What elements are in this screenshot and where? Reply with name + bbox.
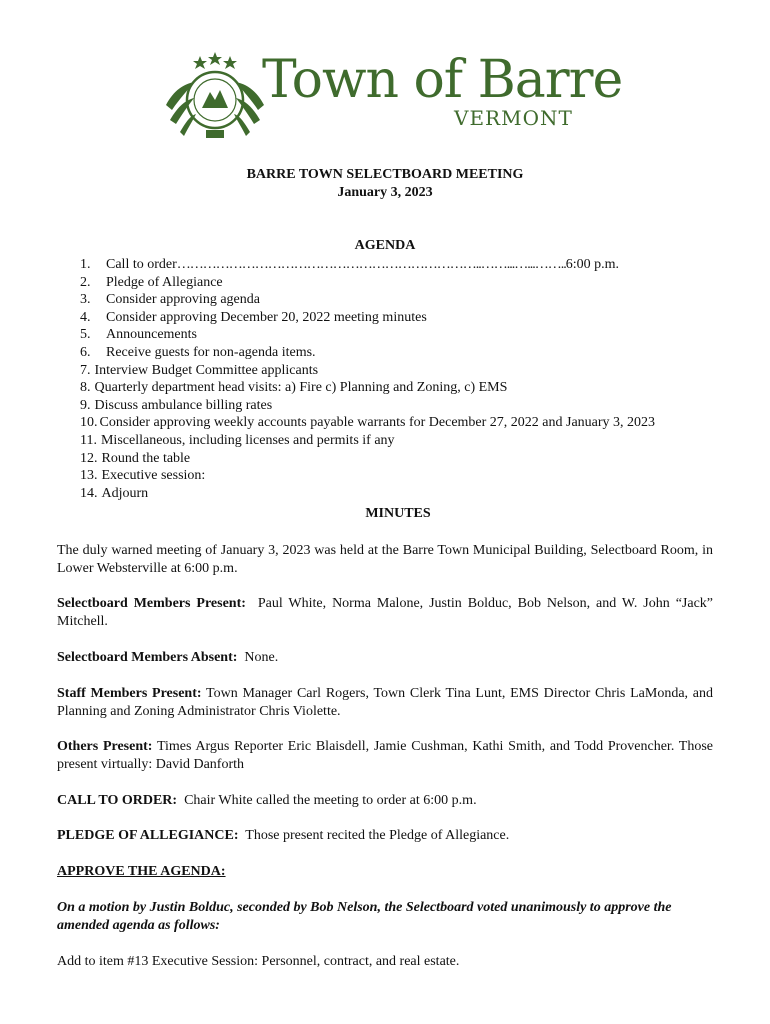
members-absent: Selectboard Members Absent: None. bbox=[57, 650, 279, 665]
agenda-item: 14. Adjourn bbox=[80, 485, 149, 501]
agenda-item: 11. Miscellaneous, including licenses and permits if any bbox=[80, 432, 395, 448]
minutes-heading: MINUTES bbox=[365, 506, 431, 521]
others-present: Others Present: Times Argus Reporter Eric Blaisdell, Jamie Cushman, Kathi Smith, and Todd Provencher. Those present virtually: David Danforth bbox=[57, 739, 714, 772]
agenda-item: 9. Discuss ambulance billing rates bbox=[80, 397, 273, 413]
agenda-item: 5. Announcements bbox=[80, 327, 197, 343]
town-seal-icon bbox=[160, 50, 270, 140]
agenda-item: 2. Pledge of Allegiance bbox=[80, 274, 223, 290]
agenda-item: 4. Consider approving December 20, 2022 meeting minutes bbox=[80, 309, 427, 325]
pledge-of-allegiance: PLEDGE OF ALLEGIANCE: Those present recited the Pledge of Allegiance. bbox=[57, 828, 510, 843]
agenda-list bbox=[80, 256, 720, 502]
staff-present: Staff Members Present: Town Manager Carl Rogers, Town Clerk Tina Lunt, EMS Director Chris LaMonda, and Planning and Zoning Administrator Chris Violette. bbox=[57, 686, 714, 719]
agenda-item: 3. Consider approving agenda bbox=[80, 292, 260, 308]
agenda-item: 7. Interview Budget Committee applicants bbox=[80, 362, 319, 378]
meeting-date: January 3, 2023 bbox=[337, 185, 433, 200]
call-to-order: CALL TO ORDER: Chair White called the meeting to order at 6:00 p.m. bbox=[57, 793, 477, 808]
minutes-intro: The duly warned meeting of January 3, 2023 was held at the Barre Town Municipal Building, Selectboard Room, in Lower Websterville at 6:00 p.m. bbox=[57, 543, 713, 576]
agenda-heading: AGENDA bbox=[354, 238, 416, 253]
motion-text: On a motion by Justin Bolduc, seconded by Bob Nelson, the Selectboard voted unanimously to approve the amended agenda as follows: bbox=[57, 900, 672, 933]
agenda-item: 10. Consider approving weekly accounts payable warrants for December 27, 2022 and January 3, 2023 bbox=[80, 415, 656, 431]
approve-agenda-heading: APPROVE THE AGENDA: bbox=[57, 864, 226, 879]
members-present: Selectboard Members Present: Paul White, Norma Malone, Justin Bolduc, Bob Nelson, and W. John “Jack” Mitchell. bbox=[57, 596, 713, 629]
meeting-title: BARRE TOWN SELECTBOARD MEETING bbox=[246, 167, 524, 182]
agenda-item: 6. Receive guests for non-agenda items. bbox=[80, 344, 316, 360]
agenda-item: 12. Round the table bbox=[80, 450, 191, 466]
agenda-item: 13. Executive session: bbox=[80, 468, 206, 484]
agenda-addition: Add to item #13 Executive Session: Personnel, contract, and real estate. bbox=[57, 954, 460, 969]
agenda-item: 1. Call to order……………………………………………………………..……...…...……..6:00 p.m. bbox=[80, 257, 620, 272]
agenda-item: 8. Quarterly department head visits: a) Fire c) Planning and Zoning, c) EMS bbox=[80, 380, 508, 396]
town-logo bbox=[160, 50, 623, 140]
town-name-wordmark: Town of Barre bbox=[262, 50, 623, 110]
state-name: VERMONT bbox=[454, 106, 573, 130]
